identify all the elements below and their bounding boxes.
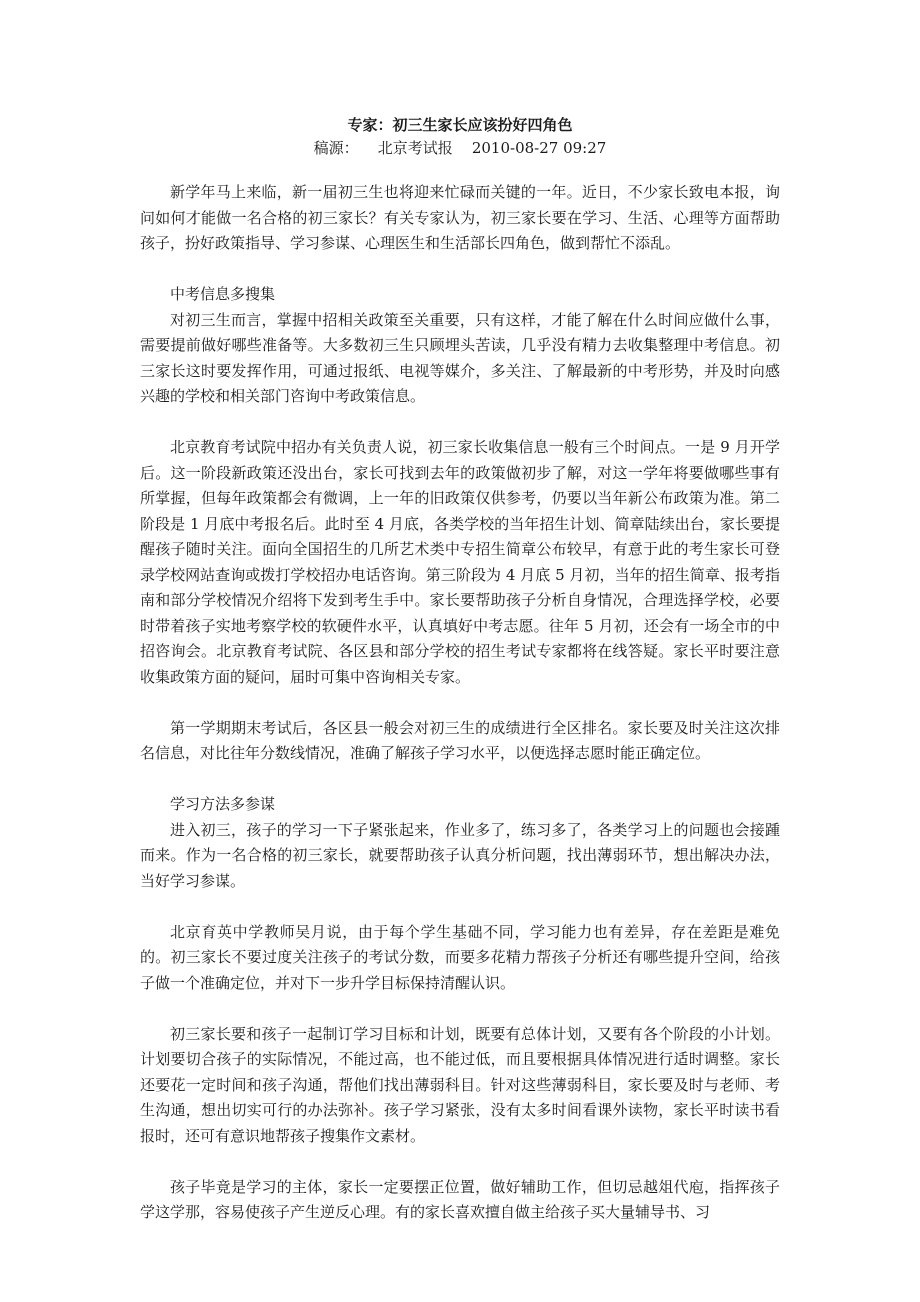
section-heading-study: 学习方法多参谋	[170, 795, 276, 813]
publish-datetime: 2010-08-27 09:27	[471, 139, 607, 157]
article-body	[140, 180, 780, 1251]
paragraph: 孩子毕竟是学习的主体，家长一定要摆正位置，做好辅助工作，但切忌越俎代庖，指挥孩子学这学那，容易使孩子产生逆反心理。有的家长喜欢擅自做主给孩子买大量辅导书、习	[140, 1177, 780, 1221]
paragraph: 初三家长要和孩子一起制订学习目标和计划，既要有总体计划，又要有各个阶段的小计划。计划要切合孩子的实际情况，不能过高，也不能过低，而且要根据具体情况进行适时调整。家长还要花一定时间和孩子沟通，帮他们找出薄弱科目。针对这些薄弱科目，家长要及时与老师、考生沟通，想出切实可行的办法弥补。孩子学习紧张，没有太多时间看课外读物，家长平时读书看报时，还可有意识地帮孩子搜集作文素材。	[140, 1024, 780, 1145]
source-name: 北京考试报	[377, 139, 453, 157]
paragraph: 进入初三，孩子的学习一下子紧张起来，作业多了，练习多了，各类学习上的问题也会接踵而来。作为一名合格的初三家长，就要帮助孩子认真分析问题，找出薄弱环节，想出解决办法，当好学习参谋。	[140, 820, 780, 890]
section-heading-info: 中考信息多搜集	[170, 285, 276, 303]
source-label: 稿源：	[313, 139, 359, 157]
article-meta	[0, 136, 920, 160]
paragraph-intro: 新学年马上来临，新一届初三生也将迎来忙碌而关键的一年。近日，不少家长致电本报，询问如何才能做一名合格的初三家长？有关专家认为，初三家长要在学习、生活、心理等方面帮助孩子，扮好政策指导、学习参谋、心理医生和生活部长四角色，做到帮忙不添乱。	[140, 183, 780, 252]
paragraph: 北京教育考试院中招办有关负责人说，初三家长收集信息一般有三个时间点。一是 9 月开学后。这一阶段新政策还没出台，家长可找到去年的政策做初步了解，对这一学年将要做哪些事有所掌握，但每年政策都会有微调，上一年的旧政策仅供参考，仍要以当年新公布政策为准。第二阶段是 1 月底中考报名后。此时至 4 月底，各类学校的当年招生计划、简章陆续出台，家长要提醒孩子随时关注。面向全国招生的几所艺术类中专招生简章公布较早，有意于此的考生家长可登录学校网站查询或拨打学校招办电话咨询。第三阶段为 4 月底 5 月初，当年的招生简章、报考指南和部分学校情况介绍将下发到考生手中。家长要帮助孩子分析自身情况，合理选择学校，必要时带着孩子实地考察学校的软硬件水平，认真填好中考志愿。往年 5 月初，还会有一场全市的中招咨询会。北京教育考试院、各区县和部分学校的招生考试专家都将在线答疑。家长平时要注意收集政策方面的疑问，届时可集中咨询相关专家。	[140, 438, 780, 686]
paragraph: 对初三生而言，掌握中招相关政策至关重要，只有这样，才能了解在什么时间应做什么事，需要提前做好哪些准备等。大多数初三生只顾埋头苦读，几乎没有精力去收集整理中考信息。初三家长这时要发挥作用，可通过报纸、电视等媒介，多关注、了解最新的中考形势，并及时向感兴趣的学校和相关部门咨询中考政策信息。	[140, 310, 780, 405]
paragraph: 第一学期期末考试后，各区县一般会对初三生的成绩进行全区排名。家长要及时关注这次排名信息，对比往年分数线情况，准确了解孩子学习水平，以便选择志愿时能正确定位。	[140, 718, 780, 762]
paragraph: 北京育英中学教师吴月说，由于每个学生基础不同，学习能力也有差异，存在差距是难免的。初三家长不要过度关注孩子的考试分数，而要多花精力帮孩子分析还有哪些提升空间，给孩子做一个准确定位，并对下一步升学目标保持清醒认识。	[140, 922, 780, 992]
article-title: 专家：初三生家长应该扮好四角色	[347, 116, 573, 134]
